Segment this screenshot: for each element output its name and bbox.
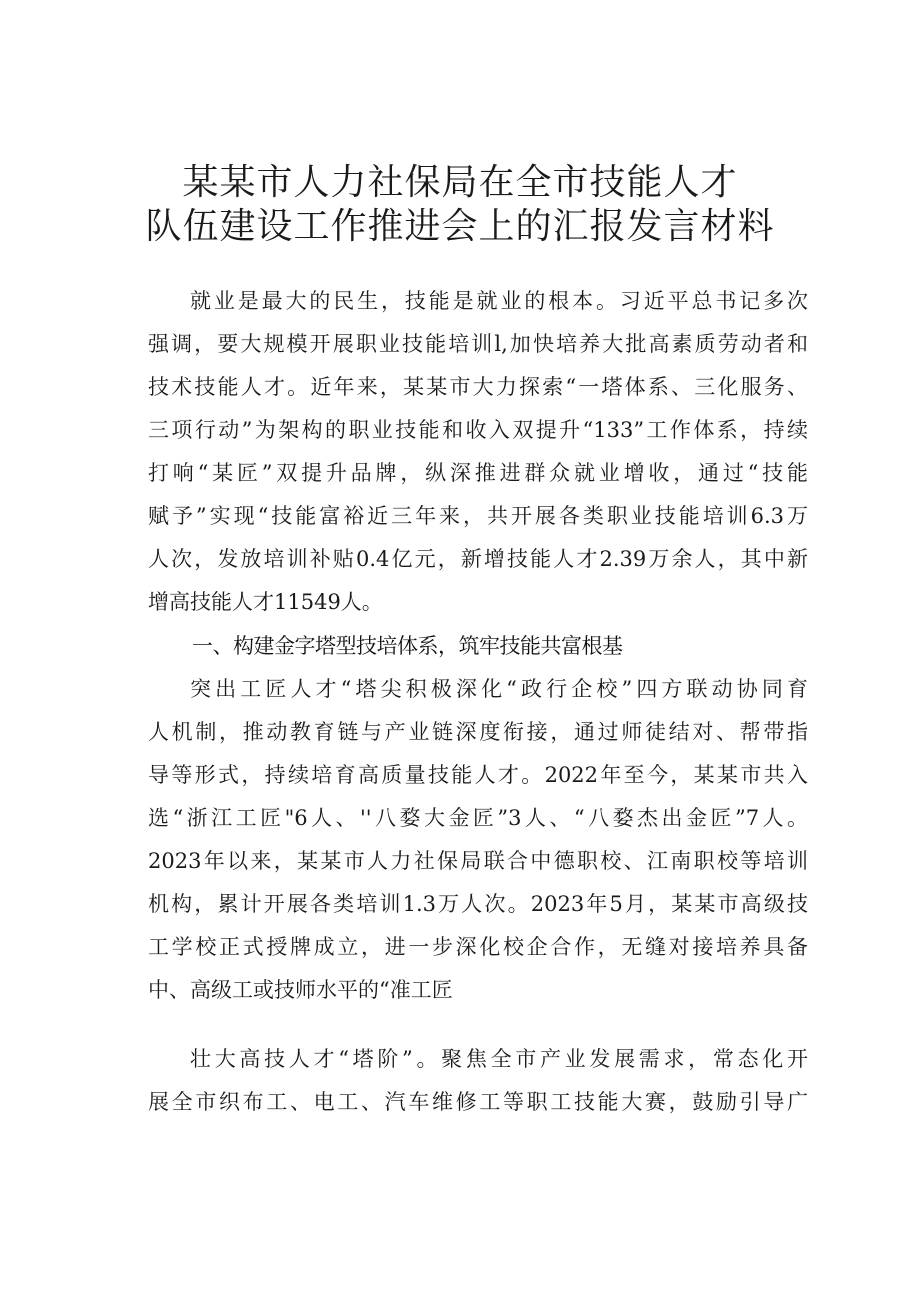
document-title-line-2: 队伍建设工作推进会上的汇报发言材料 [145, 206, 775, 247]
section-line: 2023年以来，某某市人力社保局联合中德职校、江南职校等培训 [148, 849, 808, 873]
intro-line: 技术技能人才。近年来，某某市大力探索“一塔体系、三化服务、 [148, 375, 808, 399]
intro-line: 强调，要大规模开展职业技能培训l,加快培养大批高素质劳动者和 [148, 332, 808, 356]
intro-line: 就业是最大的民生，技能是就业的根本。习近平总书记多次 [190, 289, 808, 313]
section-line: 突出工匠人才“塔尖积极深化“政行企校”四方联动协同育 [190, 677, 808, 701]
document-title-line-1: 某某市人力社保局在全市技能人才 [182, 162, 738, 203]
section-line: 机构，累计开展各类培训1.3万人次。2023年5月，某某市高级技 [148, 892, 808, 916]
section-line: 人机制，推动教育链与产业链深度衔接，通过师徒结对、帮带指 [148, 720, 808, 744]
intro-line: 增高技能人才11549人。 [148, 590, 383, 614]
section-line: 导等形式，持续培育高质量技能人才。2022年至今，某某市共入 [148, 763, 808, 787]
intro-line: 打响“某匠”双提升品牌，纵深推进群众就业增收，通过“技能 [148, 461, 808, 485]
section-heading: 一、构建金字塔型技培体系，筑牢技能共富根基 [192, 634, 623, 658]
intro-line: 三项行动”为架构的职业技能和收入双提升“133”工作体系，持续 [148, 418, 808, 442]
section-line: 壮大高技人才“塔阶”。聚焦全市产业发展需求，常态化开 [190, 1047, 808, 1071]
section-line: 中、高级工或技师水平的“准工匠 [148, 978, 453, 1002]
section-line: 选“浙江工匠"6人、''八婺大金匠”3人、“八婺杰出金匠”7人。 [148, 806, 808, 830]
section-line: 工学校正式授牌成立，进一步深化校企合作，无缝对接培养具备 [148, 935, 808, 959]
intro-line: 赋予”实现“技能富裕近三年来，共开展各类职业技能培训6.3万 [148, 504, 808, 528]
section-line: 展全市织布工、电工、汽车维修工等职工技能大赛，鼓励引导广 [148, 1090, 808, 1114]
intro-line: 人次，发放培训补贴0.4亿元，新增技能人才2.39万余人，其中新 [148, 547, 808, 571]
